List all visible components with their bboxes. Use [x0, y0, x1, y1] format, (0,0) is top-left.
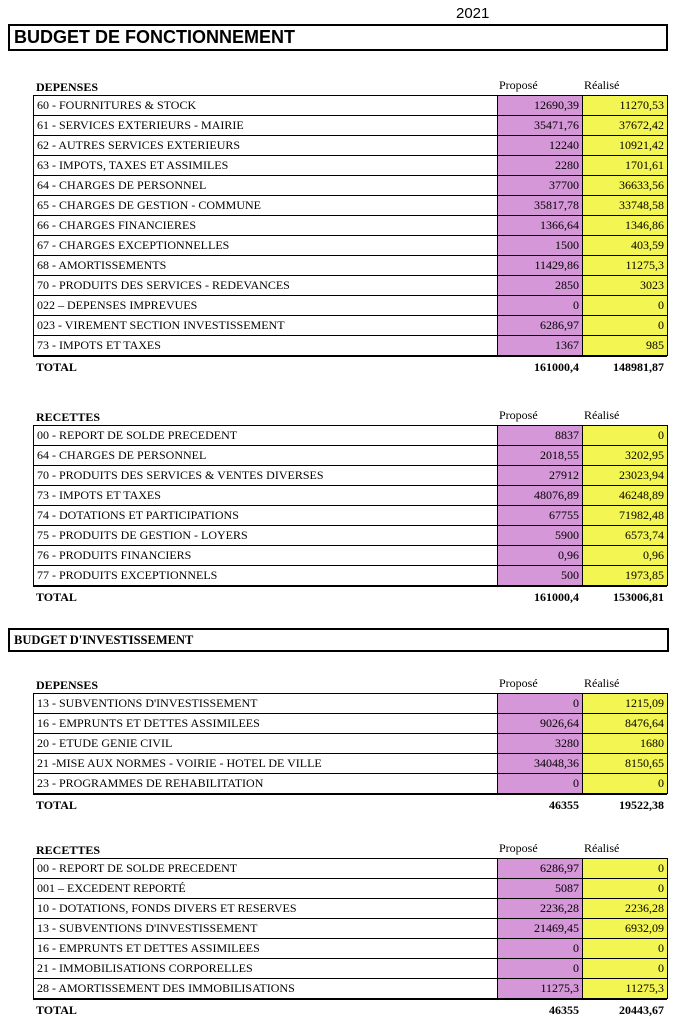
table-row	[34, 859, 668, 879]
table-row	[34, 426, 668, 446]
table-row	[34, 116, 668, 136]
propose-value: 1500	[498, 236, 583, 256]
row-label: 20 - ETUDE GENIE CIVIL	[34, 734, 498, 754]
table-row	[34, 216, 668, 236]
row-label: 74 - DOTATIONS ET PARTICIPATIONS	[34, 506, 498, 526]
table-row	[34, 899, 668, 919]
total-realise: 19522,38	[619, 798, 664, 812]
table-row	[34, 566, 668, 586]
total-label: TOTAL	[36, 360, 77, 374]
total-realise: 153006,81	[613, 590, 664, 604]
total-realise: 20443,67	[619, 1003, 664, 1017]
realise-value: 33748,58	[583, 196, 668, 216]
row-label: 63 - IMPOTS, TAXES ET ASSIMILES	[34, 156, 498, 176]
budget-fonctionnement-header	[8, 24, 668, 51]
table-row	[34, 714, 668, 734]
table-row	[34, 506, 668, 526]
table-row	[34, 486, 668, 506]
realise-value: 46248,89	[583, 486, 668, 506]
section-header	[33, 78, 667, 95]
column-header-propose: Proposé	[499, 841, 538, 855]
propose-value: 0	[498, 959, 583, 979]
row-label: 65 - CHARGES DE GESTION - COMMUNE	[34, 196, 498, 216]
table-row	[34, 136, 668, 156]
realise-value: 1680	[583, 734, 668, 754]
table-row	[34, 774, 668, 794]
budget-fonctionnement-title: BUDGET DE FONCTIONNEMENT	[14, 27, 295, 47]
realise-value: 3023	[583, 276, 668, 296]
propose-value: 67755	[498, 506, 583, 526]
column-header-realise: Réalisé	[584, 841, 620, 855]
column-header-propose: Proposé	[499, 408, 538, 422]
realise-value: 0	[583, 296, 668, 316]
realise-value: 1215,09	[583, 694, 668, 714]
propose-value: 48076,89	[498, 486, 583, 506]
section-header	[33, 841, 667, 858]
section-header	[33, 676, 667, 693]
table-row	[34, 276, 668, 296]
propose-value: 0	[498, 939, 583, 959]
table-row	[34, 96, 668, 116]
realise-value: 6573,74	[583, 526, 668, 546]
total-propose: 46355	[549, 1003, 579, 1017]
realise-value: 0	[583, 959, 668, 979]
propose-value: 2236,28	[498, 899, 583, 919]
row-label: 64 - CHARGES DE PERSONNEL	[34, 446, 498, 466]
row-label: 13 - SUBVENTIONS D'INVESTISSEMENT	[34, 919, 498, 939]
row-label: 21 - IMMOBILISATIONS CORPORELLES	[34, 959, 498, 979]
row-label: 00 - REPORT DE SOLDE PRECEDENT	[34, 859, 498, 879]
realise-value: 8150,65	[583, 754, 668, 774]
propose-value: 34048,36	[498, 754, 583, 774]
propose-value: 6286,97	[498, 859, 583, 879]
propose-value: 11429,86	[498, 256, 583, 276]
row-label: 00 - REPORT DE SOLDE PRECEDENT	[34, 426, 498, 446]
row-label: 13 - SUBVENTIONS D'INVESTISSEMENT	[34, 694, 498, 714]
table-row	[34, 256, 668, 276]
realise-value: 71982,48	[583, 506, 668, 526]
realise-value: 403,59	[583, 236, 668, 256]
table-row	[34, 919, 668, 939]
row-label: 60 - FOURNITURES & STOCK	[34, 96, 498, 116]
row-label: 68 - AMORTISSEMENTS	[34, 256, 498, 276]
propose-value: 3280	[498, 734, 583, 754]
realise-value: 0	[583, 774, 668, 794]
realise-value: 0	[583, 426, 668, 446]
row-label: 73 - IMPOTS ET TAXES	[34, 336, 498, 356]
total-propose: 161000,4	[534, 360, 579, 374]
row-label: 23 - PROGRAMMES DE REHABILITATION	[34, 774, 498, 794]
table-row	[34, 979, 668, 999]
budget-table	[33, 858, 668, 999]
budget-table	[33, 95, 668, 356]
total-row	[33, 794, 667, 815]
realise-value: 0	[583, 939, 668, 959]
realise-value: 23023,94	[583, 466, 668, 486]
realise-value: 3202,95	[583, 446, 668, 466]
realise-value: 0	[583, 879, 668, 899]
propose-value: 0	[498, 694, 583, 714]
realise-value: 6932,09	[583, 919, 668, 939]
table-row	[34, 336, 668, 356]
propose-value: 500	[498, 566, 583, 586]
table-row	[34, 466, 668, 486]
column-header-realise: Réalisé	[584, 408, 620, 422]
table-row	[34, 694, 668, 714]
column-header-realise: Réalisé	[584, 676, 620, 690]
section-title: RECETTES	[36, 410, 101, 424]
realise-value: 11270,53	[583, 96, 668, 116]
propose-value: 27912	[498, 466, 583, 486]
propose-value: 0	[498, 296, 583, 316]
table-row	[34, 296, 668, 316]
propose-value: 6286,97	[498, 316, 583, 336]
section-title: DEPENSES	[36, 80, 99, 94]
column-header-propose: Proposé	[499, 676, 538, 690]
realise-value: 10921,42	[583, 136, 668, 156]
propose-value: 9026,64	[498, 714, 583, 734]
propose-value: 11275,3	[498, 979, 583, 999]
propose-value: 2280	[498, 156, 583, 176]
table-row	[34, 959, 668, 979]
realise-value: 0	[583, 859, 668, 879]
row-label: 61 - SERVICES EXTERIEURS - MAIRIE	[34, 116, 498, 136]
realise-value: 37672,42	[583, 116, 668, 136]
inv-depenses-section	[33, 676, 667, 815]
table-row	[34, 316, 668, 336]
table-row	[34, 236, 668, 256]
realise-value: 985	[583, 336, 668, 356]
propose-value: 5900	[498, 526, 583, 546]
propose-value: 8837	[498, 426, 583, 446]
fonct-depenses-section	[33, 78, 667, 377]
table-row	[34, 156, 668, 176]
table-row	[34, 939, 668, 959]
table-row	[34, 734, 668, 754]
row-label: 64 - CHARGES DE PERSONNEL	[34, 176, 498, 196]
realise-value: 1346,86	[583, 216, 668, 236]
row-label: 66 - CHARGES FINANCIERES	[34, 216, 498, 236]
total-propose: 161000,4	[534, 590, 579, 604]
total-propose: 46355	[549, 798, 579, 812]
propose-value: 35817,78	[498, 196, 583, 216]
table-row	[34, 446, 668, 466]
row-label: 70 - PRODUITS DES SERVICES - REDEVANCES	[34, 276, 498, 296]
propose-value: 0,96	[498, 546, 583, 566]
row-label: 67 - CHARGES EXCEPTIONNELLES	[34, 236, 498, 256]
table-row	[34, 879, 668, 899]
row-label: 023 - VIREMENT SECTION INVESTISSEMENT	[34, 316, 498, 336]
row-label: 022 – DEPENSES IMPREVUES	[34, 296, 498, 316]
propose-value: 1366,64	[498, 216, 583, 236]
realise-value: 11275,3	[583, 256, 668, 276]
column-header-realise: Réalisé	[584, 78, 620, 92]
propose-value: 35471,76	[498, 116, 583, 136]
propose-value: 5087	[498, 879, 583, 899]
realise-value: 8476,64	[583, 714, 668, 734]
total-label: TOTAL	[36, 590, 77, 604]
total-row	[33, 586, 667, 607]
section-title: RECETTES	[36, 843, 101, 857]
realise-value: 2236,28	[583, 899, 668, 919]
row-label: 001 – EXCEDENT REPORTÉ	[34, 879, 498, 899]
budget-investissement-title: BUDGET D'INVESTISSEMENT	[14, 633, 194, 647]
budget-table	[33, 693, 668, 794]
propose-value: 1367	[498, 336, 583, 356]
row-label: 76 - PRODUITS FINANCIERS	[34, 546, 498, 566]
total-realise: 148981,87	[613, 360, 664, 374]
propose-value: 12240	[498, 136, 583, 156]
realise-value: 11275,3	[583, 979, 668, 999]
row-label: 16 - EMPRUNTS ET DETTES ASSIMILEES	[34, 939, 498, 959]
row-label: 28 - AMORTISSEMENT DES IMMOBILISATIONS	[34, 979, 498, 999]
realise-value: 1973,85	[583, 566, 668, 586]
table-row	[34, 546, 668, 566]
row-label: 70 - PRODUITS DES SERVICES & VENTES DIVERSES	[34, 466, 498, 486]
row-label: 73 - IMPOTS ET TAXES	[34, 486, 498, 506]
propose-value: 2018,55	[498, 446, 583, 466]
total-row	[33, 999, 667, 1020]
fonct-recettes-section	[33, 408, 667, 607]
table-row	[34, 526, 668, 546]
budget-table	[33, 425, 668, 586]
row-label: 77 - PRODUITS EXCEPTIONNELS	[34, 566, 498, 586]
year-label: 2021	[456, 5, 490, 22]
row-label: 16 - EMPRUNTS ET DETTES ASSIMILEES	[34, 714, 498, 734]
inv-recettes-section	[33, 841, 667, 1020]
realise-value: 0	[583, 316, 668, 336]
row-label: 10 - DOTATIONS, FONDS DIVERS ET RESERVES	[34, 899, 498, 919]
total-label: TOTAL	[36, 1003, 77, 1017]
propose-value: 12690,39	[498, 96, 583, 116]
section-title: DEPENSES	[36, 678, 99, 692]
total-row	[33, 356, 667, 377]
propose-value: 0	[498, 774, 583, 794]
realise-value: 36633,56	[583, 176, 668, 196]
section-header	[33, 408, 667, 425]
propose-value: 21469,45	[498, 919, 583, 939]
table-row	[34, 196, 668, 216]
total-label: TOTAL	[36, 798, 77, 812]
propose-value: 2850	[498, 276, 583, 296]
realise-value: 0,96	[583, 546, 668, 566]
budget-investissement-header	[8, 628, 669, 652]
row-label: 21 -MISE AUX NORMES - VOIRIE - HOTEL DE VILLE	[34, 754, 498, 774]
propose-value: 37700	[498, 176, 583, 196]
column-header-propose: Proposé	[499, 78, 538, 92]
row-label: 62 - AUTRES SERVICES EXTERIEURS	[34, 136, 498, 156]
table-row	[34, 176, 668, 196]
table-row	[34, 754, 668, 774]
realise-value: 1701,61	[583, 156, 668, 176]
row-label: 75 - PRODUITS DE GESTION - LOYERS	[34, 526, 498, 546]
